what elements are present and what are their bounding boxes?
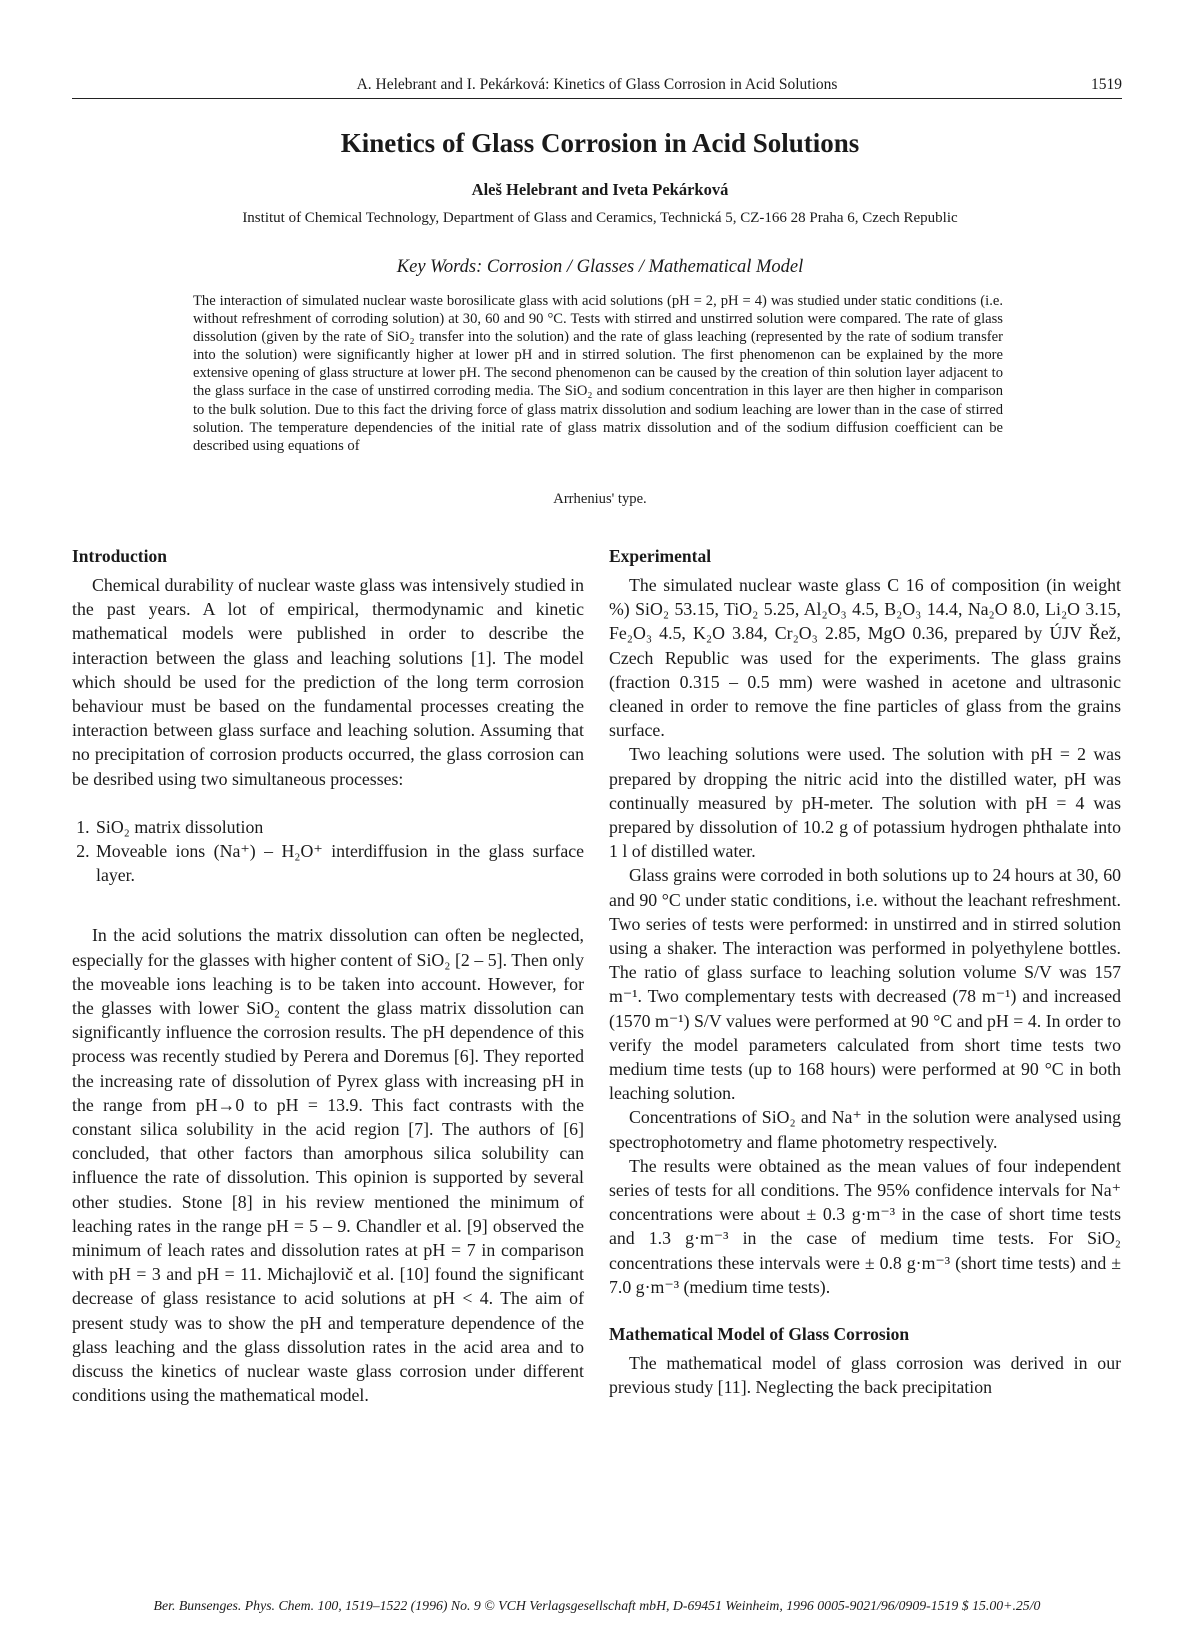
model-paragraph: The mathematical model of glass corrosion was derived in our previous study [11]. Neglecting the back precipitation: [609, 1353, 1121, 1398]
model-heading: Mathematical Model of Glass Corrosion: [609, 1324, 910, 1345]
running-head: A. Helebrant and I. Pekárková: Kinetics of Glass Corrosion in Acid Solutions: [356, 76, 838, 93]
right-column: [609, 545, 1121, 1400]
experimental-paragraph: Two leaching solutions were used. The solution with pH = 2 was prepared by dropping the nitric acid into the distilled water, pH was continually measured by pH-meter. The solution with pH = 4 was prepared by dissolution of 10.2 g of potassium hydrogen phthalate into 1 l of distilled water.: [609, 744, 1121, 862]
spacer: [72, 887, 584, 923]
page-number: 1519: [1091, 76, 1122, 93]
left-column: [72, 545, 584, 1408]
abstract-end: Arrhenius' type.: [553, 491, 647, 507]
introduction-paragraph: In the acid solutions the matrix dissolution can often be neglected, especially for the glasses with higher content of SiO₂ [2 – 5]. Then only the moveable ions leaching is to be taken into account. However, for the glasses with lower SiO₂ content the glass matrix dissolution can significantly influence the corrosion results. The pH dependence of this process was recently studied by Perera and Doremus [6]. They reported the increasing rate of dissolution of Pyrex glass with increasing pH in the range from pH→0 to pH = 13.9. This fact contrasts with the constant silica solubility in the acid region [7]. The authors of [6] concluded, that other factors than amorphous silica solubility can influence the rate of dissolution. This opinion is supported by several other studies. Stone [8] in his review mentioned the minimum of leaching rates in the range pH = 5 – 9. Chandler et al. [9] observed the minimum of leach rates and dissolution rates at pH = 7 in comparison with pH = 3 and pH = 11. Michajlovič et al. [10] found the significant decrease of glass resistance to acid solutions at pH < 4. The aim of present study was to show the pH and temperature dependence of the glass leaching and the glass dissolution rates in the acid area and to discuss the kinetics of nuclear waste glass corrosion under different conditions using the mathematical model.: [72, 925, 584, 1406]
spacer: [609, 1299, 1121, 1323]
experimental-heading: Experimental: [609, 546, 712, 566]
abstract: The interaction of simulated nuclear waste borosilicate glass with acid solutions (pH = 2, pH = 4) was studied under static conditions (i.e. without refreshment of corroding solution) at 30, 60 and 90 °C. Tests with stirred and unstirred solution were compared. The rate of glass dissolution (given by the rate of SiO₂ transfer into the solution) and the rate of glass leaching (represented by the rate of sodium transfer into the solution) were significantly higher at lower pH and in stirred solution. The first phenomenon can be explained by the more extensive opening of glass structure at lower pH. The second phenomenon can be caused by the creation of thin solution layer adjacent to the glass surface in the case of unstirred corroding media. The SiO₂ and sodium concentration in this layer are then higher in comparison to the bulk solution. Due to this fact the driving force of glass matrix dissolution and sodium leaching are lower than in the case of stirred solution. The temperature dependencies of the initial rate of glass matrix dissolution and of the sodium diffusion coefficient can be described using equations of: [193, 293, 1003, 454]
authors: Aleš Helebrant and Iveta Pekárková: [471, 180, 729, 199]
experimental-paragraph: The simulated nuclear waste glass C 16 of composition (in weight %) SiO₂ 53.15, TiO₂ 5.25, Al₂O₃ 4.5, B₂O₃ 14.4, Na₂O 8.0, Li₂O 3.15, Fe₂O₃ 4.5, K₂O 3.84, Cr₂O₃ 2.85, MgO 0.36, prepared by ÚJV Řež, Czech Republic was used for the experiments. The glass grains (fraction 0.315 – 0.5 mm) were washed in acetone and ultrasonic cleaned in order to remove the fine particles of glass from the grains surface.: [609, 575, 1121, 741]
introduction-paragraph: Chemical durability of nuclear waste glass was intensively studied in the past years. A lot of empirical, thermodynamic and kinetic mathematical models were published in order to describe the interaction between the glass and leaching solutions [1]. The model which should be used for the prediction of the long term corrosion behaviour must be based on the fundamental processes creating the interaction between glass surface and leaching solution. Assuming that no precipitation of corrosion products occurred, the glass corrosion can be desribed using two simultaneous processes:: [72, 575, 584, 789]
spacer: [72, 791, 584, 815]
experimental-paragraph: Concentrations of SiO₂ and Na⁺ in the solution were analysed using spectrophotometry and flame photometry respectively.: [609, 1107, 1121, 1152]
header-rule: [72, 98, 1122, 99]
paper-title: Kinetics of Glass Corrosion in Acid Solutions: [340, 128, 860, 158]
process-list: [72, 815, 584, 888]
footer-citation: Ber. Bunsenges. Phys. Chem. 100, 1519–1522 (1996) No. 9 © VCH Verlagsgesellschaft mbH, D-69451 Weinheim, 1996 0005-9021/96/0909-1519 $ 15.00+.25/0: [153, 1598, 1041, 1613]
list-item: 2. Moveable ions (Na⁺) – H₂O⁺ interdiffusion in the glass surface layer.: [94, 839, 584, 887]
experimental-paragraph: Glass grains were corroded in both solutions up to 24 hours at 30, 60 and 90 °C under static conditions, i.e. without the leachant refreshment. Two series of tests were performed: in unstirred and in stirred solution using a shaker. The interaction was performed in polyethylene bottles. The ratio of glass surface to leaching solution volume S/V was 157 m⁻¹. Two complementary tests with decreased (78 m⁻¹) and increased (1570 m⁻¹) S/V values were performed at 90 °C and pH = 4. In order to verify the model parameters calculated from short time tests two medium time tests (up to 168 hours) were performed at 90 °C in both leaching solution.: [609, 865, 1121, 1104]
keywords: Key Words: Corrosion / Glasses / Mathematical Model: [396, 257, 804, 277]
introduction-heading: Introduction: [72, 546, 167, 566]
affiliation: Institut of Chemical Technology, Department of Glass and Ceramics, Technická 5, CZ-166 28 Praha 6, Czech Republic: [242, 210, 958, 226]
list-item: 1. SiO₂ matrix dissolution: [94, 815, 584, 839]
experimental-paragraph: The results were obtained as the mean values of four independent series of tests for all conditions. The 95% confidence intervals for Na⁺ concentrations were about ± 0.3 g·m⁻³ in the case of short time tests and 1.3 g·m⁻³ in the case of medium time tests. For SiO₂ concentrations these intervals were ± 0.8 g·m⁻³ (short time tests) and ± 7.0 g·m⁻³ (medium time tests).: [609, 1155, 1121, 1297]
